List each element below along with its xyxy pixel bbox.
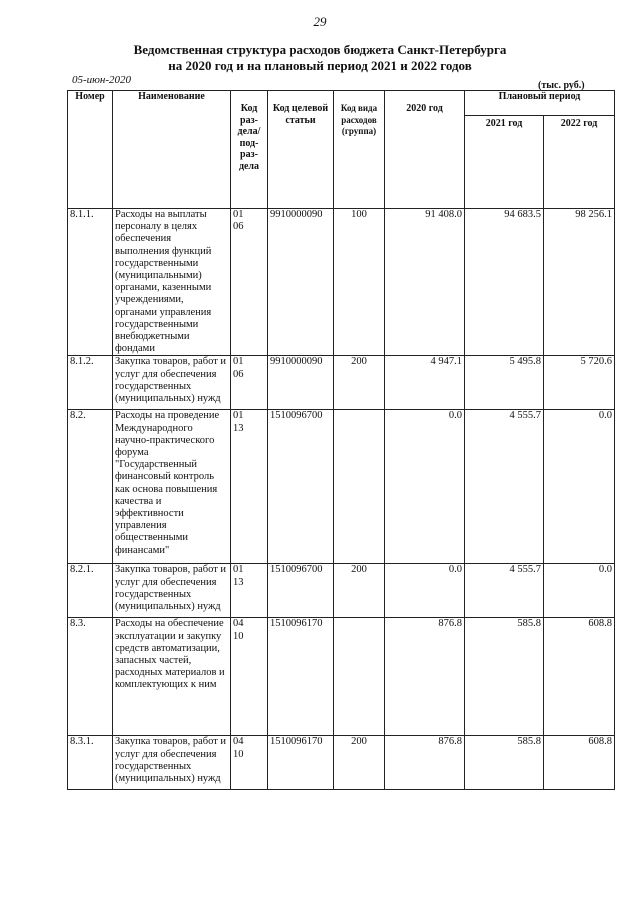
cell-2021: 585.8: [465, 618, 544, 736]
cell-section: [231, 736, 268, 790]
cell-number: 8.3.: [68, 618, 113, 736]
cell-2021: 94 683.5: [465, 209, 544, 356]
cell-2021: 4 555.7: [465, 410, 544, 564]
cell-name: Расходы на выплаты персоналу в целях обеспечения выполнения функций государственными (муниципальными) органами, казенными учреждениями, органами управления государственными внебюджетными фондами: [113, 209, 231, 356]
cell-2021: 5 495.8: [465, 356, 544, 410]
subsection-code: 10: [233, 630, 244, 642]
units-label: (тыс. руб.): [538, 80, 585, 91]
table-row: [68, 356, 615, 410]
cell-2022: 608.8: [544, 736, 615, 790]
cell-2021: 4 555.7: [465, 564, 544, 618]
cell-target: 9910000090: [268, 356, 334, 410]
cell-section: [231, 356, 268, 410]
table-row: [68, 209, 615, 356]
header-number: Номер: [68, 91, 113, 209]
cell-number: 8.2.: [68, 410, 113, 564]
table-body: [68, 209, 615, 790]
budget-table: [67, 90, 615, 790]
subsection-code: 13: [233, 576, 244, 588]
table-row: [68, 410, 615, 564]
cell-2022: 0.0: [544, 564, 615, 618]
cell-section: [231, 410, 268, 564]
section-code: 01: [233, 564, 244, 576]
table-row: [68, 618, 615, 736]
header-section: Код раз-дела/ под-раз-дела: [231, 91, 268, 209]
cell-number: 8.3.1.: [68, 736, 113, 790]
cell-section: [231, 564, 268, 618]
header-target: Код целевой статьи: [268, 91, 334, 209]
header-2021: 2021 год: [465, 116, 544, 209]
section-code: 01: [233, 410, 244, 422]
cell-2020: 876.8: [385, 618, 465, 736]
cell-2020: 0.0: [385, 410, 465, 564]
cell-name: Закупка товаров, работ и услуг для обеспечения государственных (муниципальных) нужд: [113, 564, 231, 618]
subsection-code: 10: [233, 748, 244, 760]
cell-2022: 0.0: [544, 410, 615, 564]
subsection-code: 13: [233, 422, 244, 434]
cell-kind: 100: [334, 209, 385, 356]
document-date: 05-июн-2020: [72, 74, 132, 86]
cell-2022: 608.8: [544, 618, 615, 736]
cell-name: Расходы на проведение Международного научно-практического форума "Государственный финансовый контроль как основа повышения качества и эффективности управления общественными финансами": [113, 410, 231, 564]
subsection-code: 06: [233, 368, 244, 380]
cell-target: 9910000090: [268, 209, 334, 356]
cell-number: 8.2.1.: [68, 564, 113, 618]
section-code: 01: [233, 209, 244, 220]
title-line-1: Ведомственная структура расходов бюджета Санкт-Петербурга: [133, 42, 507, 57]
cell-number: 8.1.1.: [68, 209, 113, 356]
cell-target: 1510096700: [268, 410, 334, 564]
section-code: 04: [233, 736, 244, 748]
cell-kind: 200: [334, 356, 385, 410]
cell-kind: [334, 410, 385, 564]
cell-2021: 585.8: [465, 736, 544, 790]
subsection-code: 06: [233, 221, 244, 233]
cell-2020: 0.0: [385, 564, 465, 618]
header-2020: 2020 год: [385, 91, 465, 209]
cell-name: Закупка товаров, работ и услуг для обеспечения государственных (муниципальных) нужд: [113, 356, 231, 410]
header-name: Наименование: [113, 91, 231, 209]
cell-2020: 91 408.0: [385, 209, 465, 356]
page-number: 29: [313, 14, 327, 29]
cell-section: [231, 209, 268, 356]
header-planned-period: Плановый период: [465, 91, 615, 116]
cell-name: Закупка товаров, работ и услуг для обеспечения государственных (муниципальных) нужд: [113, 736, 231, 790]
cell-kind: 200: [334, 736, 385, 790]
title-line-2: на 2020 год и на плановый период 2021 и 2022 годов: [168, 58, 472, 73]
cell-2020: 4 947.1: [385, 356, 465, 410]
header-kind: Код вида расходов (группа): [334, 91, 385, 209]
cell-section: [231, 618, 268, 736]
section-code: 01: [233, 356, 244, 368]
cell-kind: 200: [334, 564, 385, 618]
cell-name: Расходы на обеспечение эксплуатации и закупку средств автоматизации, запасных частей, расходных материалов и комплектующих к ним: [113, 618, 231, 736]
cell-number: 8.1.2.: [68, 356, 113, 410]
cell-target: 1510096700: [268, 564, 334, 618]
section-code: 04: [233, 618, 244, 630]
document-title: [0, 42, 640, 74]
cell-2020: 876.8: [385, 736, 465, 790]
cell-2022: 98 256.1: [544, 209, 615, 356]
cell-2022: 5 720.6: [544, 356, 615, 410]
cell-kind: [334, 618, 385, 736]
table-row: [68, 736, 615, 790]
cell-target: 1510096170: [268, 736, 334, 790]
table-row: [68, 564, 615, 618]
header-2022: 2022 год: [544, 116, 615, 209]
cell-target: 1510096170: [268, 618, 334, 736]
